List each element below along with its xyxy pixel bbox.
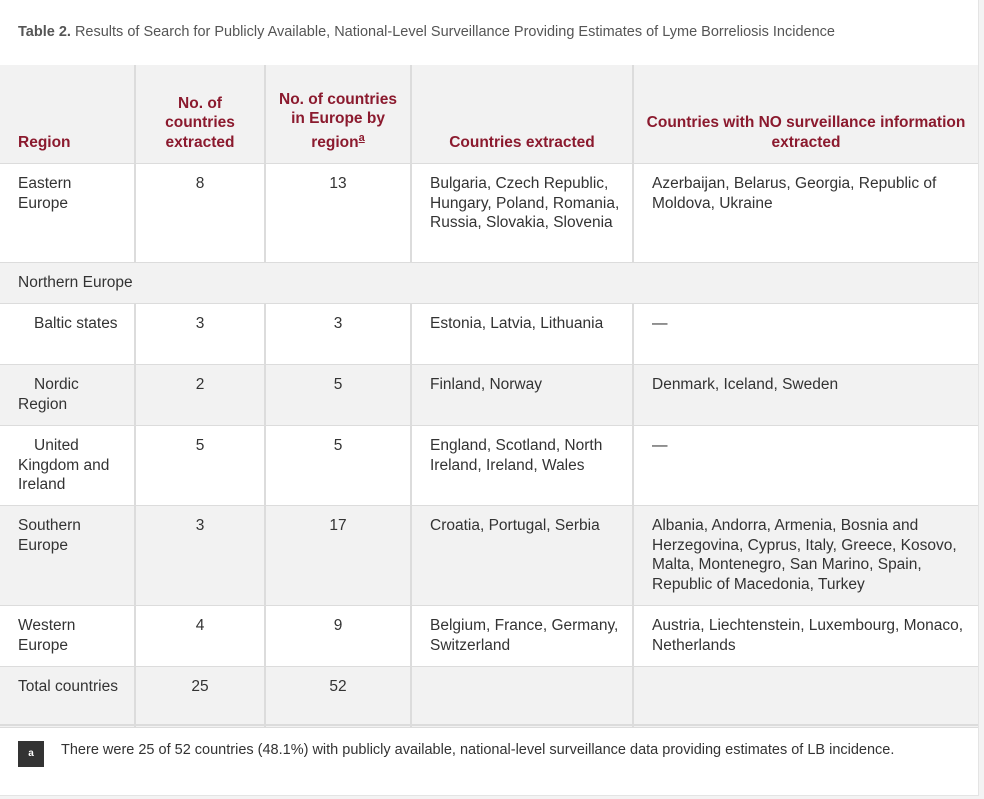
cell-countries bbox=[411, 667, 633, 728]
header-europe-count bbox=[265, 65, 411, 164]
cell-no-surveillance: Azerbaijan, Belarus, Georgia, Republic of Moldova, Ukraine bbox=[633, 164, 978, 263]
cell-region: Western Europe bbox=[0, 606, 135, 667]
cell-region-group: Northern Europe bbox=[0, 263, 978, 304]
cell-no-surveillance: — bbox=[633, 304, 978, 365]
cell-region-label: Baltic states bbox=[34, 315, 118, 332]
cell-no-surveillance: Albania, Andorra, Armenia, Bosnia and Herzegovina, Cyprus, Italy, Greece, Kosovo, Malta, Montenegro, San Marino, Spain, Republic of Macedonia, Turkey bbox=[633, 506, 978, 606]
cell-total: 13 bbox=[265, 164, 411, 263]
footnote-text: There were 25 of 52 countries (48.1%) with publicly available, national-level surveillance data providing estimates of LB incidence. bbox=[61, 742, 895, 758]
header-europe-count-label: No. of countries in Europe by region bbox=[279, 90, 397, 151]
results-table bbox=[0, 65, 978, 728]
cell-extracted: 25 bbox=[135, 667, 265, 728]
cell-countries: Estonia, Latvia, Lithuania bbox=[411, 304, 633, 365]
cell-region: Total countries bbox=[0, 667, 135, 728]
cell-total: 9 bbox=[265, 606, 411, 667]
header-region: Region bbox=[0, 65, 135, 164]
cell-region bbox=[0, 365, 135, 426]
table-row bbox=[0, 606, 978, 667]
cell-no-surveillance: — bbox=[633, 426, 978, 506]
caption-text: Results of Search for Publicly Available, National-Level Surveillance Providing Estimates of Lyme Borreliosis Incidence bbox=[70, 24, 835, 40]
cell-extracted: 8 bbox=[135, 164, 265, 263]
table-footnote bbox=[0, 724, 978, 797]
table-row bbox=[0, 164, 978, 263]
cell-region: Southern Europe bbox=[0, 506, 135, 606]
cell-total: 5 bbox=[265, 426, 411, 506]
cell-countries: Finland, Norway bbox=[411, 365, 633, 426]
cell-region bbox=[0, 426, 135, 506]
table-row bbox=[0, 426, 978, 506]
cell-countries: England, Scotland, North Ireland, Ireland, Wales bbox=[411, 426, 633, 506]
cell-extracted: 3 bbox=[135, 304, 265, 365]
cell-extracted: 4 bbox=[135, 606, 265, 667]
header-row bbox=[0, 65, 978, 164]
cell-total: 3 bbox=[265, 304, 411, 365]
caption-label: Table 2. bbox=[18, 24, 71, 40]
cell-extracted: 2 bbox=[135, 365, 265, 426]
cell-total: 17 bbox=[265, 506, 411, 606]
footnote-marker[interactable]: a bbox=[358, 131, 365, 144]
cell-region-label: United Kingdom and Ireland bbox=[18, 437, 110, 493]
table-row bbox=[0, 667, 978, 728]
cell-region bbox=[0, 304, 135, 365]
footnote-badge: a bbox=[18, 741, 44, 767]
cell-region-label: Nordic Region bbox=[18, 376, 79, 413]
table-row bbox=[0, 263, 978, 304]
cell-no-surveillance: Austria, Liechtenstein, Luxembourg, Monaco, Netherlands bbox=[633, 606, 978, 667]
cell-no-surveillance: Denmark, Iceland, Sweden bbox=[633, 365, 978, 426]
header-countries-extracted: Countries extracted bbox=[411, 65, 633, 164]
cell-no-surveillance bbox=[633, 667, 978, 728]
cell-countries: Croatia, Portugal, Serbia bbox=[411, 506, 633, 606]
cell-total: 5 bbox=[265, 365, 411, 426]
table-caption bbox=[18, 22, 835, 42]
cell-extracted: 5 bbox=[135, 426, 265, 506]
cell-countries: Bulgaria, Czech Republic, Hungary, Poland, Romania, Russia, Slovakia, Slovenia bbox=[411, 164, 633, 263]
table-row bbox=[0, 304, 978, 365]
header-extracted-count: No. of countries extracted bbox=[135, 65, 265, 164]
cell-total: 52 bbox=[265, 667, 411, 728]
table-row bbox=[0, 506, 978, 606]
table-row bbox=[0, 365, 978, 426]
cell-region: Eastern Europe bbox=[0, 164, 135, 263]
cell-countries: Belgium, France, Germany, Switzerland bbox=[411, 606, 633, 667]
cell-extracted: 3 bbox=[135, 506, 265, 606]
header-no-surveillance: Countries with NO surveillance information extracted bbox=[633, 65, 978, 164]
